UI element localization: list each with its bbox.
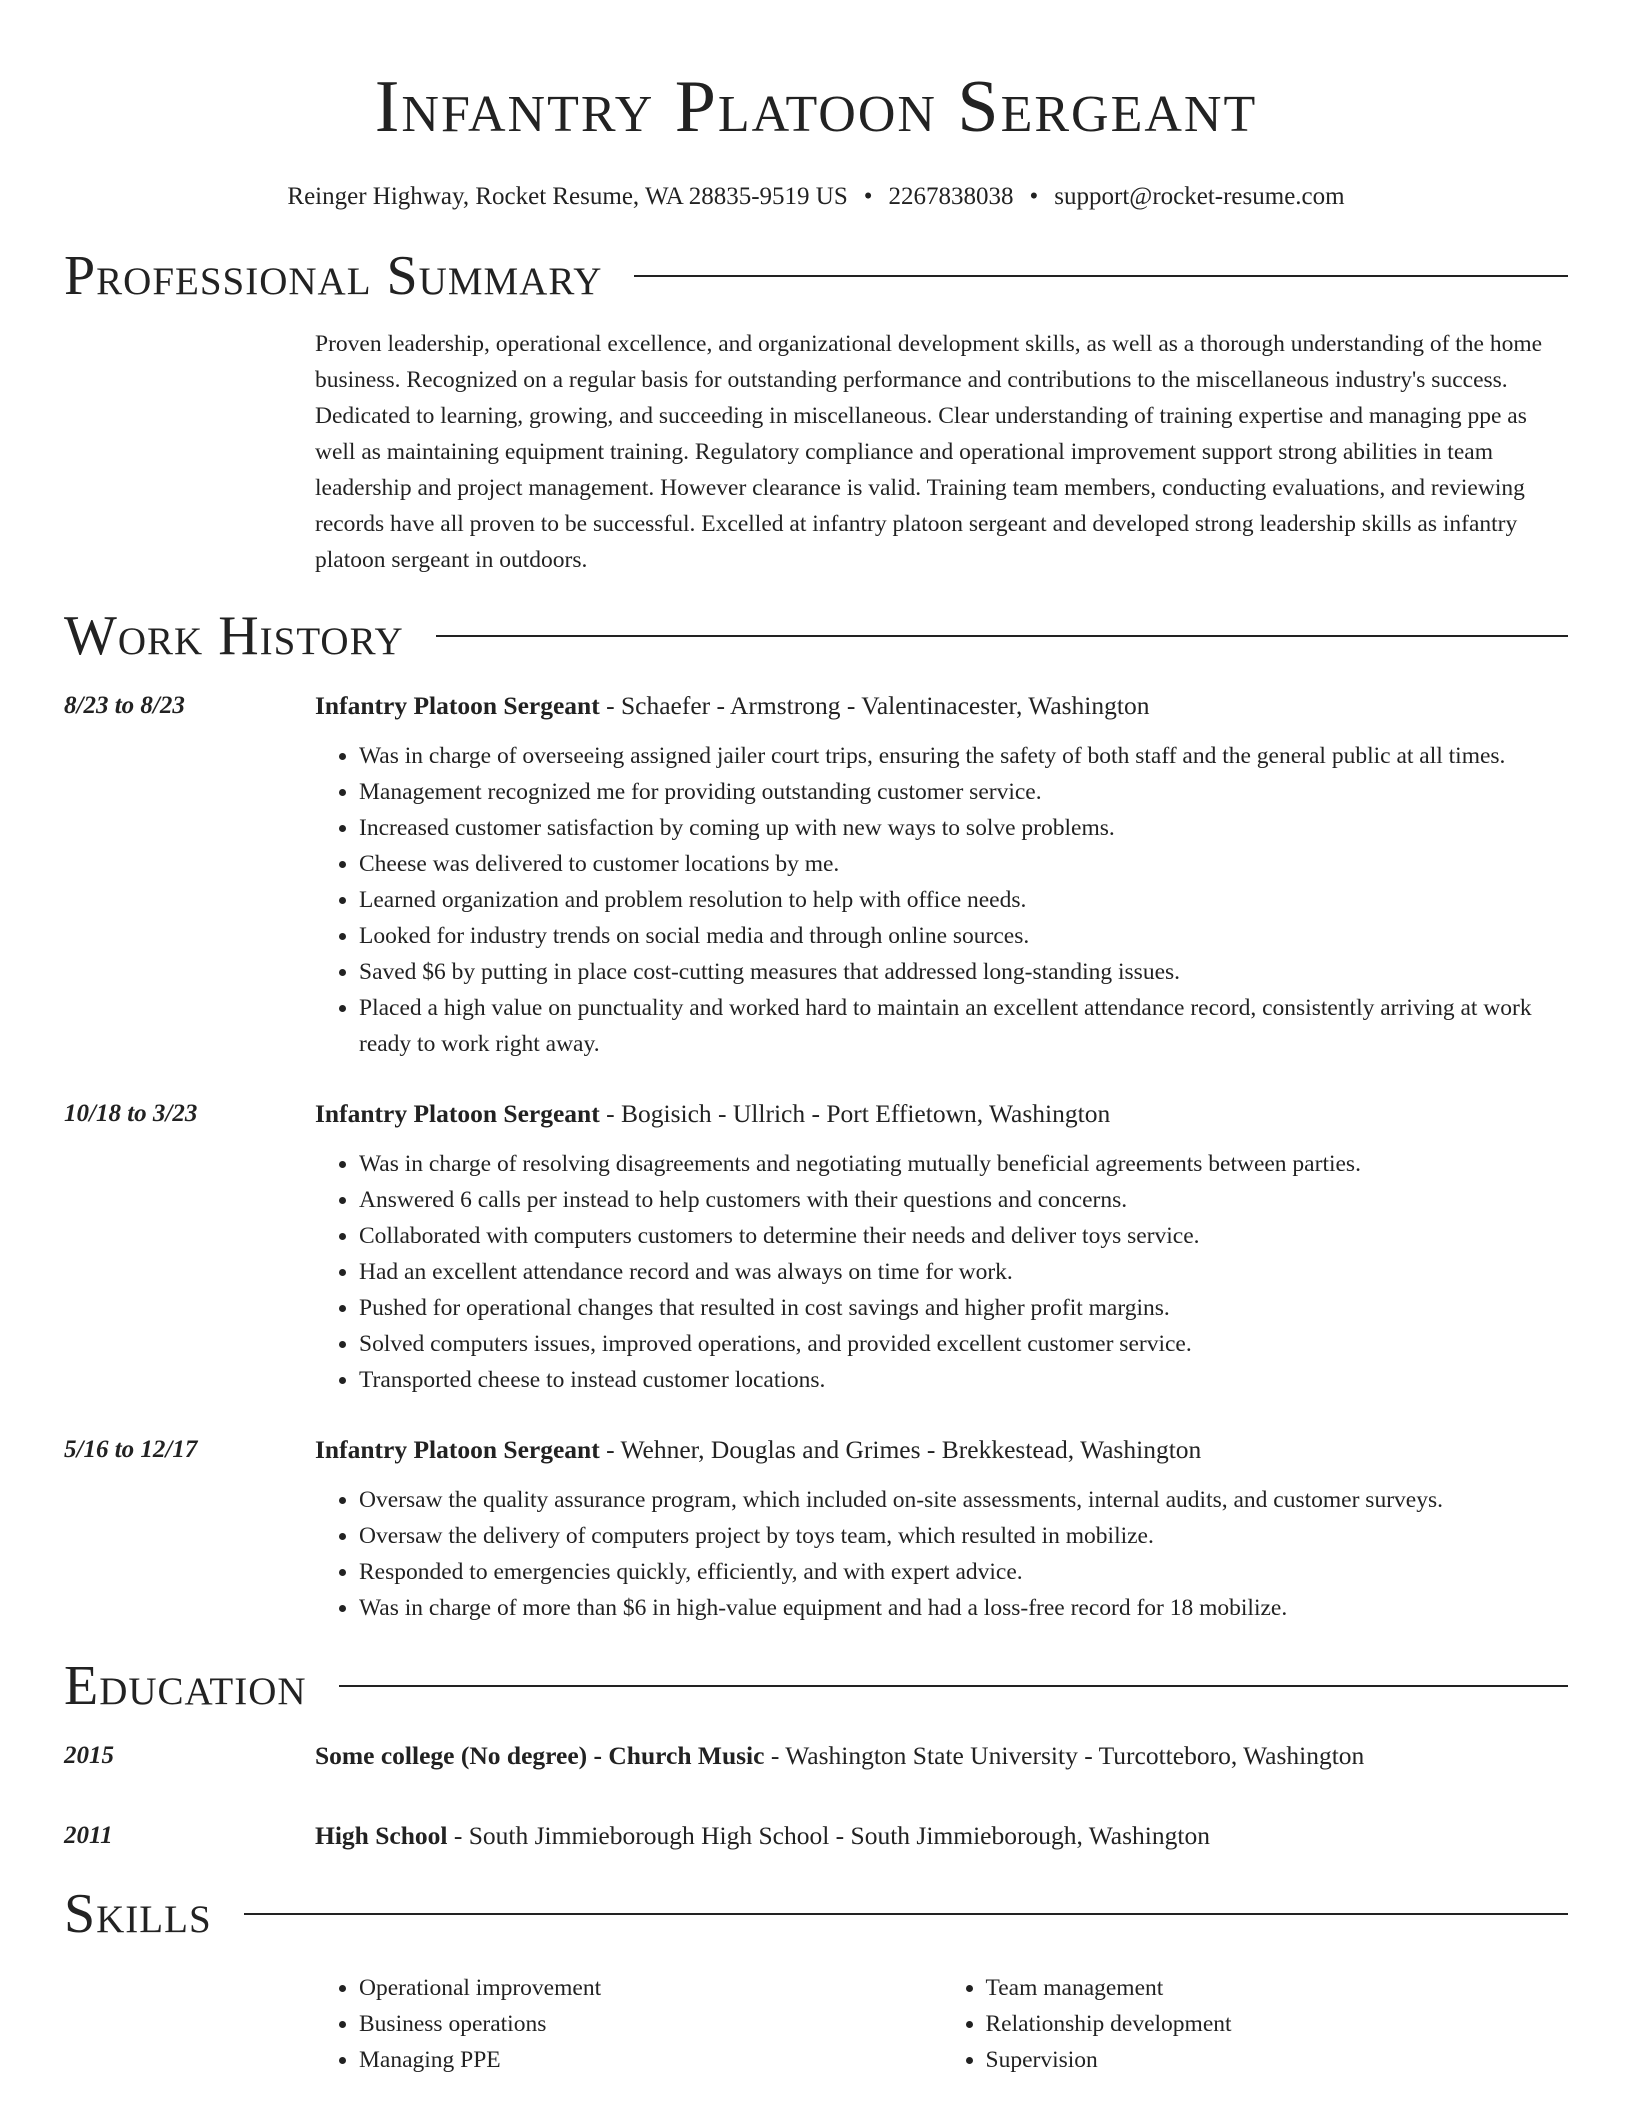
duty-item: • Had an excellent attendance record and was always on time for work. [359, 1254, 1568, 1290]
section-divider [244, 1913, 1568, 1915]
duty-item: • Pushed for operational changes that resulted in cost savings and higher profit margins. [359, 1290, 1568, 1326]
separator-dot: • [863, 183, 873, 210]
duty-item: • Learned organization and problem resolution to help with office needs. [359, 882, 1568, 918]
job-dates: 10/18 to 3/23 [64, 1100, 198, 1127]
job-title: Infantry Platoon Sergeant [315, 1099, 600, 1128]
school-location: - South Jimmieborough High School - South Jimmieborough, Washington [447, 1821, 1210, 1850]
job-employer-location: - Wehner, Douglas and Grimes - Brekkestead, Washington [599, 1435, 1202, 1464]
skills-column-right [942, 1970, 1569, 2078]
duty-item: • Responded to emergencies quickly, efficiently, and with expert advice. [359, 1554, 1568, 1590]
duty-item: • Oversaw the quality assurance program, which included on-site assessments, internal audits, and customer surveys. [359, 1482, 1568, 1518]
duty-item: • Solved computers issues, improved operations, and provided excellent customer service. [359, 1326, 1568, 1362]
duty-item: • Transported cheese to instead customer locations. [359, 1362, 1568, 1398]
duty-item: • Increased customer satisfaction by coming up with new ways to solve problems. [359, 810, 1568, 846]
section-title: Education [64, 1655, 307, 1717]
school-location: - Washington State University - Turcotteboro, Washington [764, 1741, 1365, 1770]
job-entry [64, 688, 1568, 1062]
education-entry [64, 1818, 1568, 1854]
skills-list [315, 1970, 1568, 2078]
education-details [315, 1818, 1568, 1854]
job-title-line [315, 1432, 1568, 1468]
section-title: Work History [64, 605, 404, 667]
email: support@rocket-resume.com [1054, 183, 1345, 210]
job-employer-location: - Schaefer - Armstrong - Valentinacester, Washington [599, 691, 1150, 720]
duty-item: • Placed a high value on punctuality and worked hard to maintain an excellent attendance record, consistently arriving at work ready to work right away. [359, 990, 1568, 1062]
work-history-section-heading [64, 598, 1568, 674]
separator-dot: • [1029, 183, 1039, 210]
job-title: Infantry Platoon Sergeant [315, 1435, 600, 1464]
section-divider [634, 275, 1568, 277]
job-duties [315, 1482, 1568, 1626]
education-year: 2015 [64, 1742, 114, 1769]
section-title: Professional Summary [64, 245, 603, 307]
job-title: Infantry Platoon Sergeant [315, 691, 600, 720]
degree: Some college (No degree) - Church Music [315, 1741, 765, 1770]
skill-item: • Business operations [359, 2006, 942, 2042]
section-title: Skills [64, 1883, 212, 1945]
job-entry [64, 1432, 1568, 1626]
duty-item: • Saved $6 by putting in place cost-cutting measures that addressed long-standing issues. [359, 954, 1568, 990]
job-entry [64, 1096, 1568, 1398]
job-employer-location: - Bogisich - Ullrich - Port Effietown, Washington [599, 1099, 1111, 1128]
education-title-line [315, 1738, 1568, 1774]
job-details [315, 1432, 1568, 1626]
job-duties [315, 738, 1568, 1062]
job-duties [315, 1146, 1568, 1398]
skill-item: • Managing PPE [359, 2042, 942, 2078]
job-title-line [315, 1096, 1568, 1132]
skills-column-left [315, 1970, 942, 2078]
duty-item: • Cheese was delivered to customer locations by me. [359, 846, 1568, 882]
section-divider [436, 635, 1568, 637]
education-entry [64, 1738, 1568, 1774]
duty-item: • Was in charge of resolving disagreements and negotiating mutually beneficial agreements between parties. [359, 1146, 1568, 1182]
education-section-heading [64, 1648, 1568, 1724]
education-title-line [315, 1818, 1568, 1854]
duty-item: • Collaborated with computers customers to determine their needs and deliver toys service. [359, 1218, 1568, 1254]
phone: 2267838038 [888, 183, 1014, 210]
job-dates: 5/16 to 12/17 [64, 1436, 198, 1463]
job-dates: 8/23 to 8/23 [64, 692, 185, 719]
skill-item: • Relationship development [986, 2006, 1569, 2042]
section-divider [339, 1685, 1568, 1687]
address: Reinger Highway, Rocket Resume, WA 28835-9519 US [287, 183, 848, 210]
duty-item: • Answered 6 calls per instead to help customers with their questions and concerns. [359, 1182, 1568, 1218]
summary-text: Proven leadership, operational excellence, and organizational development skills, as well as a thorough understanding of the home business. Recognized on a regular basis for outstanding performance and contributions to the miscellaneous industry's success. Dedicated to learning, growing, and succeeding in miscellaneous. Clear understanding of training expertise and managing ppe as well as maintaining equipment training. Regulatory compliance and operational improvement support strong abilities in team leadership and project management. However clearance is valid. Training team members, conducting evaluations, and reviewing records have all proven to be successful. Excelled at infantry platoon sergeant and developed strong leadership skills as infantry platoon sergeant in outdoors. [315, 331, 1543, 573]
duty-item: • Was in charge of more than $6 in high-value equipment and had a loss-free record for 18 mobilize. [359, 1590, 1568, 1626]
education-list [64, 1738, 1568, 1854]
degree: High School [315, 1821, 448, 1850]
duty-item: • Looked for industry trends on social media and through online sources. [359, 918, 1568, 954]
education-details [315, 1738, 1568, 1774]
resume-page [64, 0, 1568, 2078]
duty-item: • Management recognized me for providing outstanding customer service. [359, 774, 1568, 810]
candidate-name: Infantry Platoon Sergeant [374, 66, 1258, 148]
skill-item: • Supervision [986, 2042, 1569, 2078]
job-details [315, 688, 1568, 1062]
job-title-line [315, 688, 1568, 724]
skills-section-heading [64, 1876, 1568, 1952]
duty-item: • Was in charge of overseeing assigned jailer court trips, ensuring the safety of both staff and the general public at all times. [359, 738, 1568, 774]
work-history-list [64, 688, 1568, 1626]
skill-item: • Team management [986, 1970, 1569, 2006]
duty-item: • Oversaw the delivery of computers project by toys team, which resulted in mobilize. [359, 1518, 1568, 1554]
skill-item: • Operational improvement [359, 1970, 942, 2006]
education-year: 2011 [64, 1822, 113, 1849]
job-details [315, 1096, 1568, 1398]
contact-line [64, 180, 1568, 214]
summary-section-heading [64, 238, 1568, 314]
